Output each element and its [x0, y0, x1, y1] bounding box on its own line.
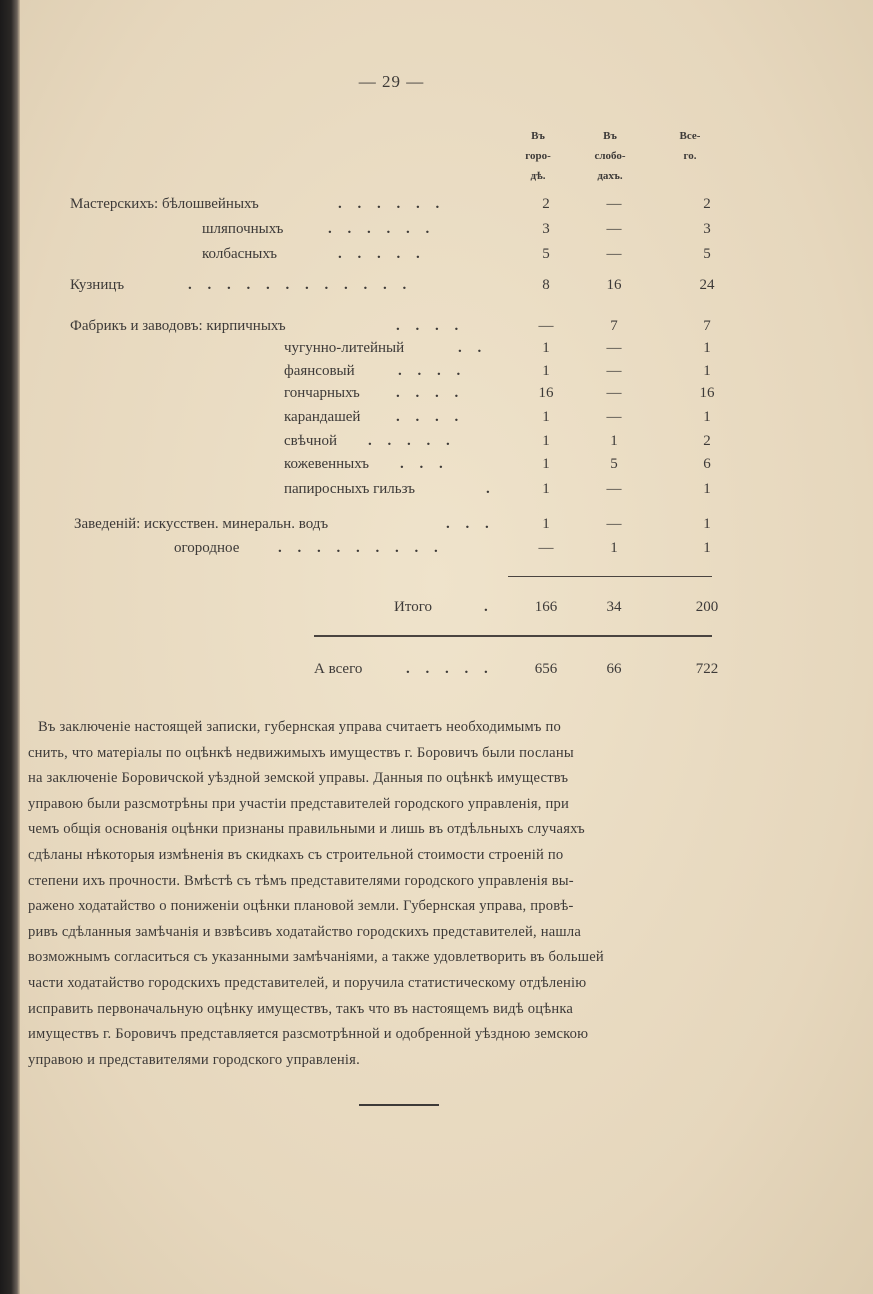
row-label: колбасныхъ: [202, 246, 278, 262]
paragraph-line: ривъ сдѣланныя замѣчанія и взвѣсивъ ходатайство городскихъ представителей, нашла: [28, 923, 582, 940]
value-total: 24: [699, 277, 715, 293]
value-suburbs: —: [606, 385, 622, 401]
value-total: 6: [703, 456, 711, 472]
value-city: 5: [542, 246, 550, 262]
value-suburbs: —: [606, 221, 622, 237]
value-total: 1: [703, 481, 711, 497]
table-row: [0, 272, 873, 298]
table-row: [0, 380, 873, 406]
value-suburbs: 34: [606, 599, 622, 615]
table-row: [0, 476, 873, 502]
row-label: папиросныхъ гильзъ: [284, 481, 416, 497]
paragraph-line: управою и представителями городского управленія.: [28, 1051, 360, 1068]
leader-dots: . . . . .: [368, 433, 456, 449]
value-city: 1: [542, 456, 550, 472]
leader-dots: . . . . .: [338, 246, 426, 262]
row-label: Заведеній: искусствен. минеральн. водъ: [74, 516, 329, 532]
value-total: 1: [703, 409, 711, 425]
row-label: кожевенныхъ: [284, 456, 369, 472]
leader-dots: . .: [458, 340, 488, 356]
value-suburbs: 7: [610, 318, 618, 334]
paragraph-line: возможнымъ согласиться съ указанными замѣчаніями, а также удовлетворить въ большей: [28, 949, 604, 966]
paragraph-line: на заключеніе Боровичской уѣздной земской управы. Данныя по оцѣнкѣ имуществъ: [28, 770, 569, 787]
value-suburbs: 66: [606, 661, 622, 677]
page-number: — 29 —: [358, 72, 425, 91]
value-total: 2: [703, 433, 711, 449]
value-total: 3: [703, 221, 711, 237]
table-row: [0, 451, 873, 477]
row-label: огородное: [174, 540, 240, 556]
paragraph-line: управою были разсмотрѣны при участіи представителей городского управленія, при: [28, 795, 569, 812]
table-row: [0, 241, 873, 267]
row-label: Итого: [394, 599, 432, 615]
leader-dots: . . . . . .: [328, 221, 436, 237]
value-city: 1: [542, 481, 550, 497]
leader-dots: . . . . .: [406, 661, 494, 677]
paragraph-line: степени ихъ прочности. Вмѣстѣ съ тѣмъ представителями городского управленія вы-: [28, 872, 574, 889]
value-city: 3: [542, 221, 550, 237]
value-city: 1: [542, 409, 550, 425]
subtotal-row: [0, 594, 873, 620]
table-row: [0, 404, 873, 430]
value-suburbs: —: [606, 340, 622, 356]
value-city: 656: [534, 661, 558, 677]
paragraph-line: части ходатайство городскихъ представителей, и поручила статистическому отдѣленію: [28, 974, 587, 991]
row-label: А всего: [314, 661, 363, 677]
leader-dots: . . . . . . . . . . . .: [188, 277, 413, 293]
value-city: 8: [542, 277, 550, 293]
leader-dots: . . .: [446, 516, 495, 532]
row-label: карандашей: [284, 409, 361, 425]
value-suburbs: —: [606, 363, 622, 379]
leader-dots: . . . .: [396, 385, 465, 401]
row-label: свѣчной: [284, 433, 337, 449]
paragraph-line: чемъ общія основанія оцѣнки признаны правильными и лишь въ отдѣльныхъ случаяхъ: [28, 821, 585, 838]
closing-rule: [359, 1104, 439, 1106]
leader-dots: . . . . . .: [338, 196, 446, 212]
value-suburbs: 5: [610, 456, 618, 472]
value-total: 7: [703, 318, 711, 334]
value-city: —: [538, 540, 554, 556]
value-city: 1: [542, 433, 550, 449]
value-total: 722: [695, 661, 719, 677]
value-total: 2: [703, 196, 711, 212]
row-label: Фабрикъ и заводовъ: кирпичныхъ: [70, 318, 286, 334]
value-suburbs: —: [606, 516, 622, 532]
leader-dots: . . . .: [396, 318, 465, 334]
leader-dots: . . . .: [398, 363, 467, 379]
value-city: 1: [542, 516, 550, 532]
column-header-city: Въ горо- дѣ.: [525, 130, 551, 182]
row-label: чугунно-литейный: [284, 340, 405, 356]
value-total: 1: [703, 340, 711, 356]
value-suburbs: —: [606, 481, 622, 497]
table-row: [0, 535, 873, 561]
leader-dots: .: [484, 599, 494, 615]
value-total: 1: [703, 540, 711, 556]
leader-dots: . . . .: [396, 409, 465, 425]
value-total: 16: [699, 385, 715, 401]
value-total: 1: [703, 363, 711, 379]
value-total: 200: [695, 599, 719, 615]
value-city: 2: [542, 196, 550, 212]
value-city: 1: [542, 340, 550, 356]
paragraph-line: сдѣланы нѣкоторыя измѣненія въ скидкахъ съ строительной стоимости строеній по: [28, 846, 564, 863]
body-paragraph: [28, 715, 803, 1073]
paragraph-line: ражено ходатайство о пониженіи оцѣнки плановой земли. Губернская управа, провѣ-: [28, 898, 574, 915]
paragraph-line: Въ заключеніе настоящей записки, губернская управа считаетъ необходимымъ по: [38, 719, 561, 735]
value-suburbs: —: [606, 409, 622, 425]
value-suburbs: —: [606, 246, 622, 262]
value-city: 16: [538, 385, 554, 401]
paragraph-line: исправить первоначальную оцѣнку имуществъ, такъ что въ настоящемъ видѣ оцѣнка: [28, 1000, 574, 1017]
paragraph-line: имуществъ г. Боровичъ представляется разсмотрѣнной и одобренной уѣздною земскою: [28, 1026, 589, 1043]
total-row: [0, 656, 873, 682]
value-suburbs: 1: [610, 433, 618, 449]
value-city: 166: [534, 599, 558, 615]
table-row: [0, 216, 873, 242]
value-total: 1: [703, 516, 711, 532]
leader-dots: . . .: [400, 456, 449, 472]
row-label: шляпочныхъ: [202, 221, 284, 237]
value-suburbs: —: [606, 196, 622, 212]
leader-dots: .: [486, 481, 496, 497]
row-label: гончарныхъ: [284, 385, 360, 401]
subtotal-rule: [508, 576, 712, 577]
row-label: Кузницъ: [70, 277, 125, 293]
row-label: Мастерскихъ: бѣлошвейныхъ: [70, 196, 259, 212]
column-header-suburbs: Въ слобо- дахъ.: [594, 130, 626, 182]
value-suburbs: 1: [610, 540, 618, 556]
value-total: 5: [703, 246, 711, 262]
value-suburbs: 16: [606, 277, 622, 293]
value-city: 1: [542, 363, 550, 379]
leader-dots: . . . . . . . . .: [278, 540, 444, 556]
table-row: [0, 511, 873, 537]
table-row: [0, 191, 873, 217]
column-header-total: Все- го.: [679, 130, 701, 162]
paragraph-line: снить, что матеріалы по оцѣнкѣ недвижимыхъ имуществъ г. Боровичъ были посланы: [28, 744, 574, 761]
total-rule: [314, 635, 712, 637]
value-city: —: [538, 318, 554, 334]
row-label: фаянсовый: [284, 363, 355, 379]
